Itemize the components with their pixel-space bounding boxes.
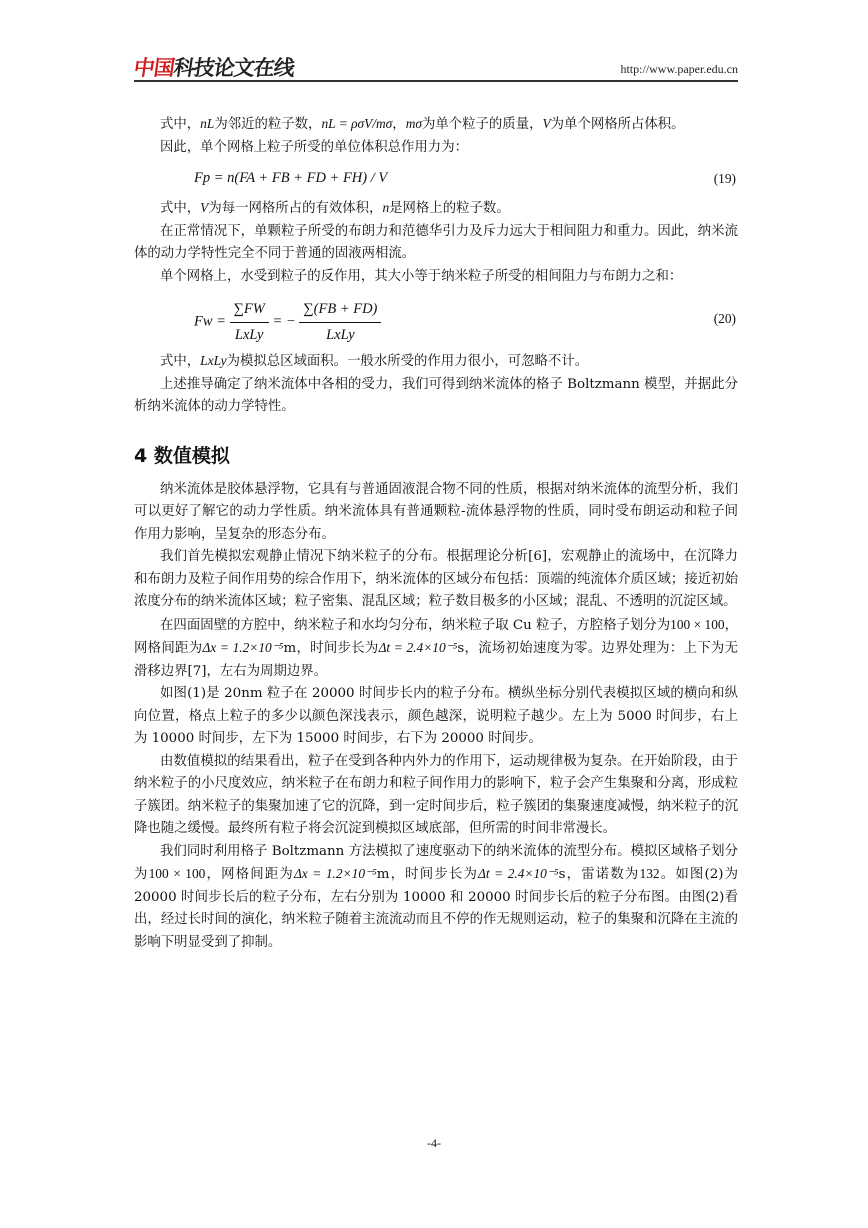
fraction-numerator: ∑FW — [230, 298, 269, 323]
page-number: -4- — [427, 1136, 441, 1150]
paragraph — [134, 614, 738, 684]
text-span: ， — [392, 117, 406, 132]
inline-equation: 100 × 100 — [670, 616, 725, 632]
section-heading: 4 数值模拟 — [134, 444, 230, 467]
equation-expression: Fp = n(FA + FB + FD + FH) / V — [194, 170, 388, 186]
header-divider — [134, 80, 738, 82]
inline-equation: Δt = 2.4×10⁻⁵ — [478, 866, 559, 881]
paragraph: 纳米流体是胶体悬浮物，它具有与普通固液混合物不同的性质，根据对纳米流体的流型分析，我们可以更好了解它的动力学性质。纳米流体具有普通颗粒-流体悬浮物的性质，同时受布朗运动和粒子间作用力影响，呈复杂的形态分布。 — [134, 481, 738, 542]
math-symbol: nL — [200, 116, 215, 131]
paragraph — [134, 350, 738, 374]
inline-equation: Δx = 1.2×10⁻⁵ — [293, 866, 377, 881]
equation-19 — [134, 161, 738, 195]
page-header — [134, 52, 738, 80]
math-symbol: V — [200, 200, 209, 215]
paragraph: 因此，单个网格上粒子所受的单位体积总作用力为： — [160, 139, 468, 155]
paragraph: 如图(1)是 20nm 粒子在 20000 时间步长内的粒子分布。横纵坐标分别代表模拟区域的横向和纵向位置，格点上粒子的多少以颜色深浅表示，颜色越深，说明粒子越少。左上为 5000 时间步，右上为 10000 时间步，左下为 15000 时间步，右下为 20000 时间步。 — [134, 686, 738, 746]
text-span: s，流场初始速度为零。边界处理为：上下为无滑移边界[7]，左右为周期边界。 — [134, 641, 738, 679]
fraction-numerator: ∑(FB + FD) — [299, 298, 381, 323]
text-span: ，网格间距为 — [134, 617, 739, 656]
text-span: 式中， — [160, 117, 201, 132]
paragraph — [134, 113, 738, 137]
inline-equation: nL = ρσV/mσ — [321, 116, 393, 131]
paragraph: 在正常情况下，单颗粒子所受的布朗力和范德华引力及斥力远大于相间阻力和重力。因此，纳米流体的动力学特性完全不同于普通的固液两相流。 — [134, 223, 738, 261]
equation-number: (20) — [713, 311, 736, 326]
equation-number: (19) — [713, 171, 736, 186]
fraction — [230, 298, 269, 346]
fraction-denominator: LxLy — [326, 326, 355, 343]
text-span: 为每一网格所占的有效体积， — [208, 201, 383, 216]
page-body — [134, 113, 738, 954]
text-span: 是网格上的粒子数。 — [389, 201, 510, 216]
text-span: 我们同时利用格子 Boltzmann 方法模拟了速度驱动下的纳米流体的流型分布。模拟区域格子划分为 — [134, 843, 738, 882]
inline-equation: 132 — [639, 866, 660, 881]
text-span: s，雷诺数为 — [558, 867, 640, 882]
paragraph — [134, 197, 738, 221]
equation-lhs: Fw = — [194, 313, 226, 330]
math-symbol: n — [382, 200, 390, 215]
paragraph: 由数值模拟的结果看出，粒子在受到各种内外力的作用下，运动规律极为复杂。在开始阶段，由于纳米粒子的小尺度效应，纳米粒子在布朗力和粒子间作用力的影响下，粒子会产生集聚和分离，形成粒子簇团。纳米粒子的集聚加速了它的沉降，到一定时间步后，粒子簇团的集聚速度减慢，纳米粒子的沉降也随之缓慢。最终所有粒子将会沉淀到模拟区域底部，但所需的时间非常漫长。 — [134, 753, 738, 836]
text-span: 为单个网格所占体积。 — [550, 117, 685, 132]
math-symbol: V — [542, 116, 551, 131]
equation-operator: = − — [272, 313, 296, 330]
equation-expression — [194, 298, 381, 346]
math-symbol: mσ — [405, 116, 422, 131]
inline-equation: Δx = 1.2×10⁻⁵ — [202, 640, 284, 655]
text-span: 式中， — [160, 201, 201, 216]
text-span: 在四面固壁的方腔中，纳米粒子和水均匀分布，纳米粒子取 Cu 粒子，方腔格子划分为 — [160, 617, 671, 633]
text-span: m，时间步长为 — [376, 867, 479, 882]
text-span: 为模拟总区域面积。一般水所受的作用力很小，可忽略不计。 — [226, 354, 589, 369]
inline-equation: Δt = 2.4×10⁻⁵ — [378, 640, 458, 655]
math-symbol: LxLy — [200, 353, 227, 368]
text-span: 式中， — [160, 354, 201, 369]
inline-equation: 100 × 100 — [148, 866, 206, 881]
journal-logo — [132, 52, 296, 82]
text-span: 。如图(2)为 20000 时间步长后的粒子分布，左右分别为 10000 和 20000 时间步长后的粒子分布图。由图(2)看出，经过长时间的演化，纳米粒子随着主流流动而且不停的作无规则运动，粒子的集聚和沉降在主流的影响下明显受到了抑制。 — [134, 867, 739, 950]
text-span: 为单个粒子的质量， — [421, 117, 543, 132]
fraction-denominator: LxLy — [234, 326, 264, 343]
equation-20 — [134, 290, 738, 348]
paragraph: 上述推导确定了纳米流体中各相的受力，我们可得到纳米流体的格子 Boltzmann 模型，并据此分析纳米流体的动力学特性。 — [134, 376, 738, 414]
text-span: 为邻近的粒子数， — [214, 117, 322, 132]
text-span: ，网格间距为 — [205, 867, 294, 882]
paragraph: 单个网格上，水受到粒子的反作用，其大小等于纳米粒子所受的相间阻力与布朗力之和： — [160, 268, 683, 284]
fraction — [299, 298, 381, 346]
paragraph: 我们首先模拟宏观静止情况下纳米粒子的分布。根据理论分析[6]，宏观静止的流场中，在沉降力和布朗力及粒子间作用势的综合作用下，纳米流体的区域分布包括：顶端的纯流体介质区域；接近初始浓度分布的纳米流体区域；粒子密集、混乱区域；粒子数目极多的小区域；混乱、不透明的沉淀区域。 — [134, 549, 738, 609]
logo-red-text: 中国 — [132, 56, 176, 80]
text-span: m，时间步长为 — [283, 641, 379, 656]
header-url[interactable]: http://www.paper.edu.cn — [620, 62, 738, 76]
logo-black-text: 科技论文在线 — [172, 56, 296, 80]
paragraph — [134, 841, 738, 955]
